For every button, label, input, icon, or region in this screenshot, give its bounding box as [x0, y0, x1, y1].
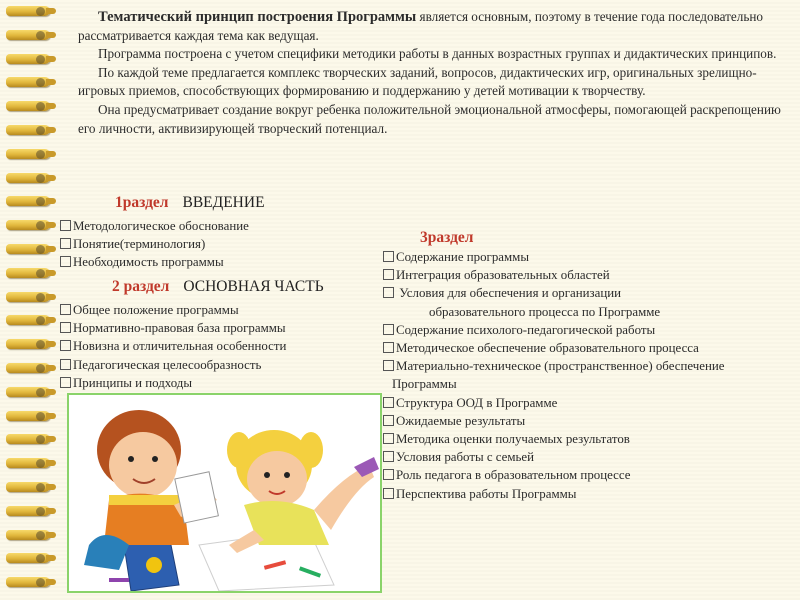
list-item: Содержание психолого-педагогической работы	[383, 321, 724, 339]
list-item-continuation: Программы	[392, 377, 457, 392]
checkbox-glyph-icon	[383, 324, 394, 335]
section-2-heading	[112, 278, 324, 296]
intro-paragraph-1	[78, 8, 790, 45]
checkbox-glyph-icon	[60, 340, 71, 351]
list-item-continuation: образовательного процесса по Программе	[429, 304, 661, 319]
checkbox-glyph-icon	[60, 304, 71, 315]
checkbox-glyph-icon	[60, 359, 71, 370]
intro-paragraph-3: По каждой теме предлагается комплекс творческих заданий, вопросов, дидактических игр, оригинальных зрелищно-игровых приемов, способствующих формированию и поддержанию у детей мотивации к творчеству.	[78, 64, 757, 99]
children-drawing-icon	[69, 395, 380, 591]
checkbox-glyph-icon	[60, 256, 71, 267]
list-item: Содержание программы	[383, 248, 724, 266]
checkbox-glyph-icon	[383, 433, 394, 444]
checkbox-glyph-icon	[60, 238, 71, 249]
section-2-number: 2 раздел	[112, 278, 170, 295]
intro-paragraph-4: Она предусматривает создание вокруг ребенка положительной эмоциональной атмосферы, помогающей раскрепощению его личности, активизирующей творческий потенциал.	[78, 101, 781, 136]
spiral-binding	[0, 0, 56, 600]
checkbox-glyph-icon	[383, 287, 394, 298]
intro-paragraph-2: Программа построена с учетом специфики методики работы в данных возрастных группах и дидактических принципов.	[98, 46, 777, 62]
binding-hole-icon	[36, 245, 45, 254]
binding-hole-icon	[36, 174, 45, 183]
checkbox-glyph-icon	[383, 469, 394, 480]
list-item: Материально-техническое (пространственное) обеспечение	[383, 357, 724, 375]
list-item: Структура ООД в Программе	[383, 394, 724, 412]
checkbox-glyph-icon	[383, 397, 394, 408]
intro-paragraph-1-text: является основным, поэтому в течение года последовательно рассматривается каждая тема как ведущая.	[78, 9, 763, 43]
list-item: Методическое обеспечение образовательного процесса	[383, 339, 724, 357]
section-1-list	[60, 217, 249, 272]
section-2-title: ОСНОВНАЯ ЧАСТЬ	[183, 278, 324, 295]
list-item: Педагогическая целесообразность	[60, 356, 286, 374]
list-item: Методологическое обоснование	[60, 217, 249, 235]
binding-hole-icon	[36, 412, 45, 421]
binding-hole-icon	[36, 364, 45, 373]
section-1-heading	[115, 194, 265, 212]
checkbox-glyph-icon	[383, 251, 394, 262]
binding-hole-icon	[36, 507, 45, 516]
checkbox-glyph-icon	[60, 220, 71, 231]
binding-hole-icon	[36, 150, 45, 159]
list-item: Общее положение программы	[60, 301, 286, 319]
checkbox-glyph-icon	[383, 451, 394, 462]
section-3-number: 3раздел	[420, 229, 474, 246]
checkbox-glyph-icon	[60, 377, 71, 388]
list-item: Принципы и подходы	[60, 374, 286, 392]
list-item: Интеграция образовательных областей	[383, 266, 724, 284]
list-item: Роль педагога в образовательном процессе	[383, 466, 724, 484]
intro-text	[78, 8, 790, 138]
list-item: Необходимость программы	[60, 253, 249, 271]
intro-heading: Тематический принцип построения Программы	[98, 9, 417, 25]
binding-hole-icon	[36, 388, 45, 397]
list-item: Новизна и отличительная особенности	[60, 337, 286, 355]
checkbox-glyph-icon	[383, 488, 394, 499]
checkbox-glyph-icon	[60, 322, 71, 333]
checkbox-glyph-icon	[383, 360, 394, 371]
list-item: Методика оценки получаемых результатов	[383, 430, 724, 448]
binding-hole-icon	[36, 55, 45, 64]
list-item: Ожидаемые результаты	[383, 412, 724, 430]
binding-hole-icon	[36, 31, 45, 40]
binding-hole-icon	[36, 293, 45, 302]
list-item: Условия для обеспечения и организации	[383, 284, 724, 302]
list-item: Перспектива работы Программы	[383, 485, 724, 503]
section-2-list	[60, 301, 286, 392]
section-1-title: ВВЕДЕНИЕ	[182, 194, 265, 211]
section-3-list	[383, 248, 724, 503]
section-1-number: 1раздел	[115, 194, 169, 211]
checkbox-glyph-icon	[383, 415, 394, 426]
list-item: Понятие(терминология)	[60, 235, 249, 253]
children-drawing-illustration	[67, 393, 382, 593]
binding-hole-icon	[36, 531, 45, 540]
list-item: Условия работы с семьей	[383, 448, 724, 466]
list-item: Нормативно-правовая база программы	[60, 319, 286, 337]
binding-hole-icon	[36, 269, 45, 278]
binding-hole-icon	[36, 126, 45, 135]
binding-hole-icon	[36, 7, 45, 16]
section-3-heading	[420, 229, 474, 247]
checkbox-glyph-icon	[383, 269, 394, 280]
checkbox-glyph-icon	[383, 342, 394, 353]
binding-hole-icon	[36, 483, 45, 492]
